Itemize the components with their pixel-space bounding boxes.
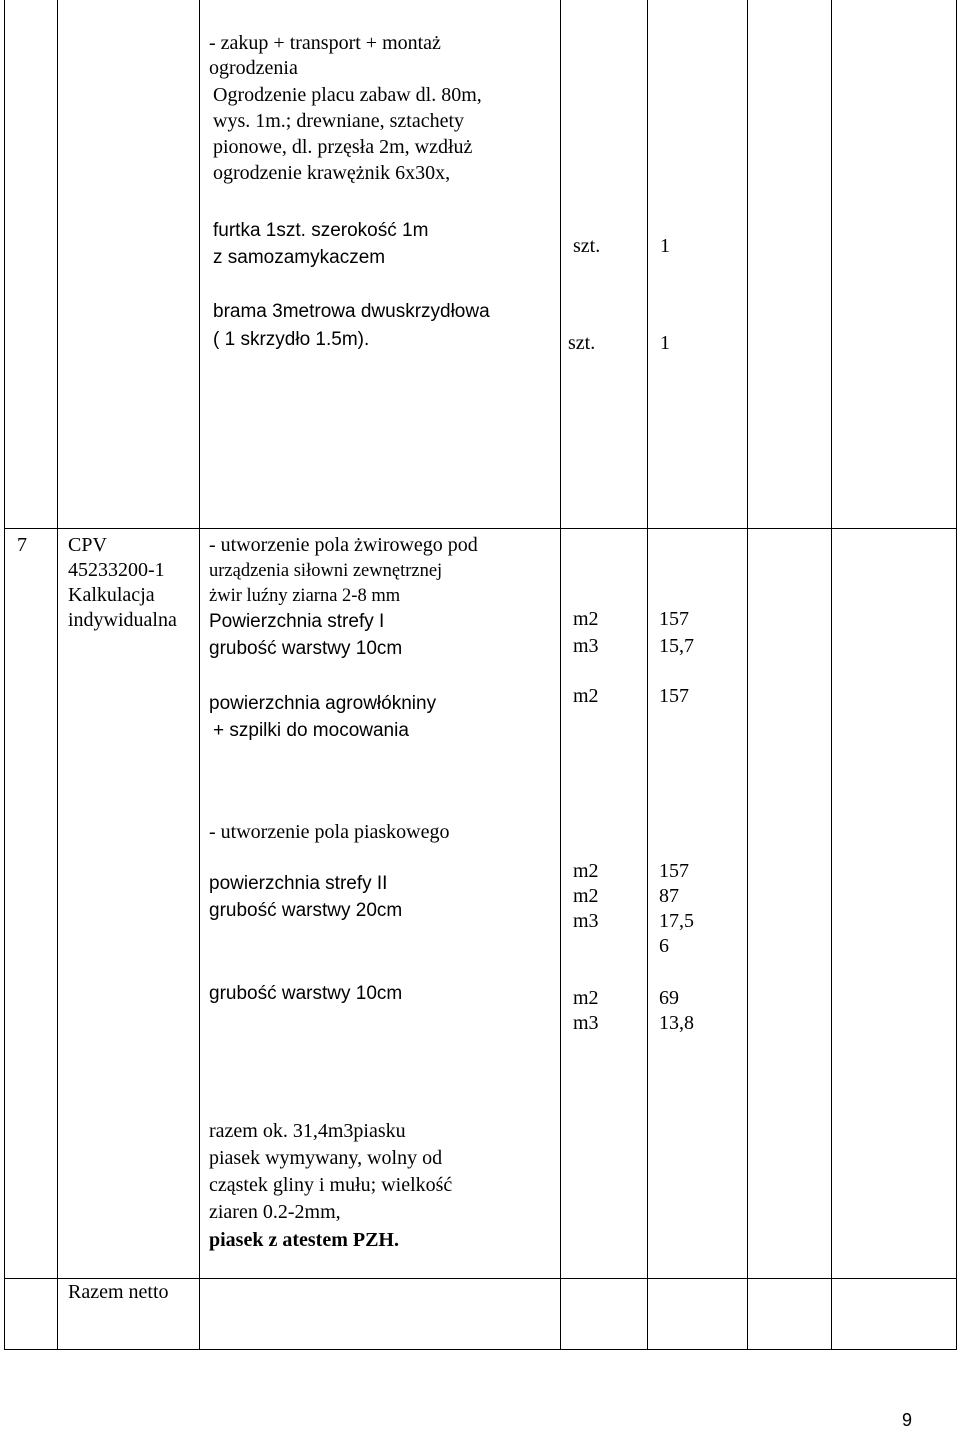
desc-line: pionowe, dl. przęsła 2m, wzdłuż	[213, 136, 473, 158]
desc-line: piasek wymywany, wolny od	[209, 1147, 443, 1169]
page-number: 9	[902, 1410, 913, 1430]
desc-line: grubość warstwy 10cm	[209, 638, 403, 659]
desc-line: wys. 1m.; drewniane, sztachety	[213, 110, 465, 132]
border-row-7-top	[4, 528, 957, 529]
qty-cell: 6	[659, 935, 669, 957]
desc-line: grubość warstwy 20cm	[209, 900, 403, 921]
desc-line: powierzchnia strefy II	[209, 873, 388, 894]
desc-line: Ogrodzenie placu zabaw dl. 80m,	[213, 84, 482, 106]
desc-line: Powierzchnia strefy I	[209, 611, 385, 632]
desc-line: - utworzenie pola żwirowego pod	[209, 534, 478, 556]
border-col-code	[57, 0, 58, 1350]
unit-cell: m2	[573, 885, 599, 907]
desc-line: - zakup + transport + montaż	[209, 32, 441, 54]
desc-line: ( 1 skrzydło 1.5m).	[213, 329, 370, 350]
qty-cell: 17,5	[659, 910, 694, 932]
desc-line: z samozamykaczem	[213, 247, 386, 268]
desc-line: ziaren 0.2-2mm,	[209, 1201, 341, 1223]
border-col-desc	[199, 0, 200, 1350]
unit-cell: m2	[573, 860, 599, 882]
qty-cell: 157	[659, 685, 689, 707]
border-bottom	[4, 1349, 957, 1350]
unit-cell: szt.	[568, 332, 596, 354]
desc-line: - utworzenie pola piaskowego	[209, 821, 450, 843]
desc-line: furtka 1szt. szerokość 1m	[213, 220, 429, 241]
desc-line: żwir luźny ziarna 2-8 mm	[209, 586, 401, 606]
qty-cell: 1	[660, 235, 670, 257]
unit-cell: m2	[573, 608, 599, 630]
code-line: Kalkulacja	[68, 584, 155, 606]
unit-cell: m2	[573, 987, 599, 1009]
unit-cell: m3	[573, 1012, 599, 1034]
qty-cell: 13,8	[659, 1012, 694, 1034]
unit-cell: m3	[573, 910, 599, 932]
unit-cell: m2	[573, 685, 599, 707]
desc-line: ogrodzenie krawężnik 6x30x,	[213, 162, 451, 184]
unit-cell: m3	[573, 635, 599, 657]
desc-line: ogrodzenia	[209, 57, 298, 79]
qty-cell: 157	[659, 608, 689, 630]
desc-line: piasek z atestem PZH.	[209, 1229, 399, 1251]
border-right	[956, 0, 957, 1350]
row-number: 7	[17, 534, 27, 556]
code-line: CPV	[68, 534, 107, 556]
desc-line: brama 3metrowa dwuskrzydłowa	[213, 301, 490, 322]
qty-cell: 15,7	[659, 635, 694, 657]
border-col-unit	[560, 0, 561, 1350]
desc-line: urządzenia siłowni zewnętrznej	[209, 561, 443, 581]
border-col-qty	[647, 0, 648, 1350]
desc-line: razem ok. 31,4m3piasku	[209, 1120, 406, 1142]
border-col-price	[747, 0, 748, 1350]
code-line: indywidualna	[68, 609, 177, 631]
border-left	[4, 0, 5, 1350]
desc-line: + szpilki do mocowania	[213, 720, 409, 741]
code-line: 45233200-1	[68, 559, 165, 581]
border-col-value	[831, 0, 832, 1350]
total-label: Razem netto	[68, 1281, 169, 1303]
desc-line: powierzchnia agrowłókniny	[209, 693, 437, 714]
qty-cell: 1	[660, 332, 670, 354]
qty-cell: 87	[659, 885, 679, 907]
unit-cell: szt.	[573, 235, 601, 257]
desc-line: grubość warstwy 10cm	[209, 983, 403, 1004]
desc-line: cząstek gliny i mułu; wielkość	[209, 1174, 453, 1196]
qty-cell: 157	[659, 860, 689, 882]
qty-cell: 69	[659, 987, 679, 1009]
